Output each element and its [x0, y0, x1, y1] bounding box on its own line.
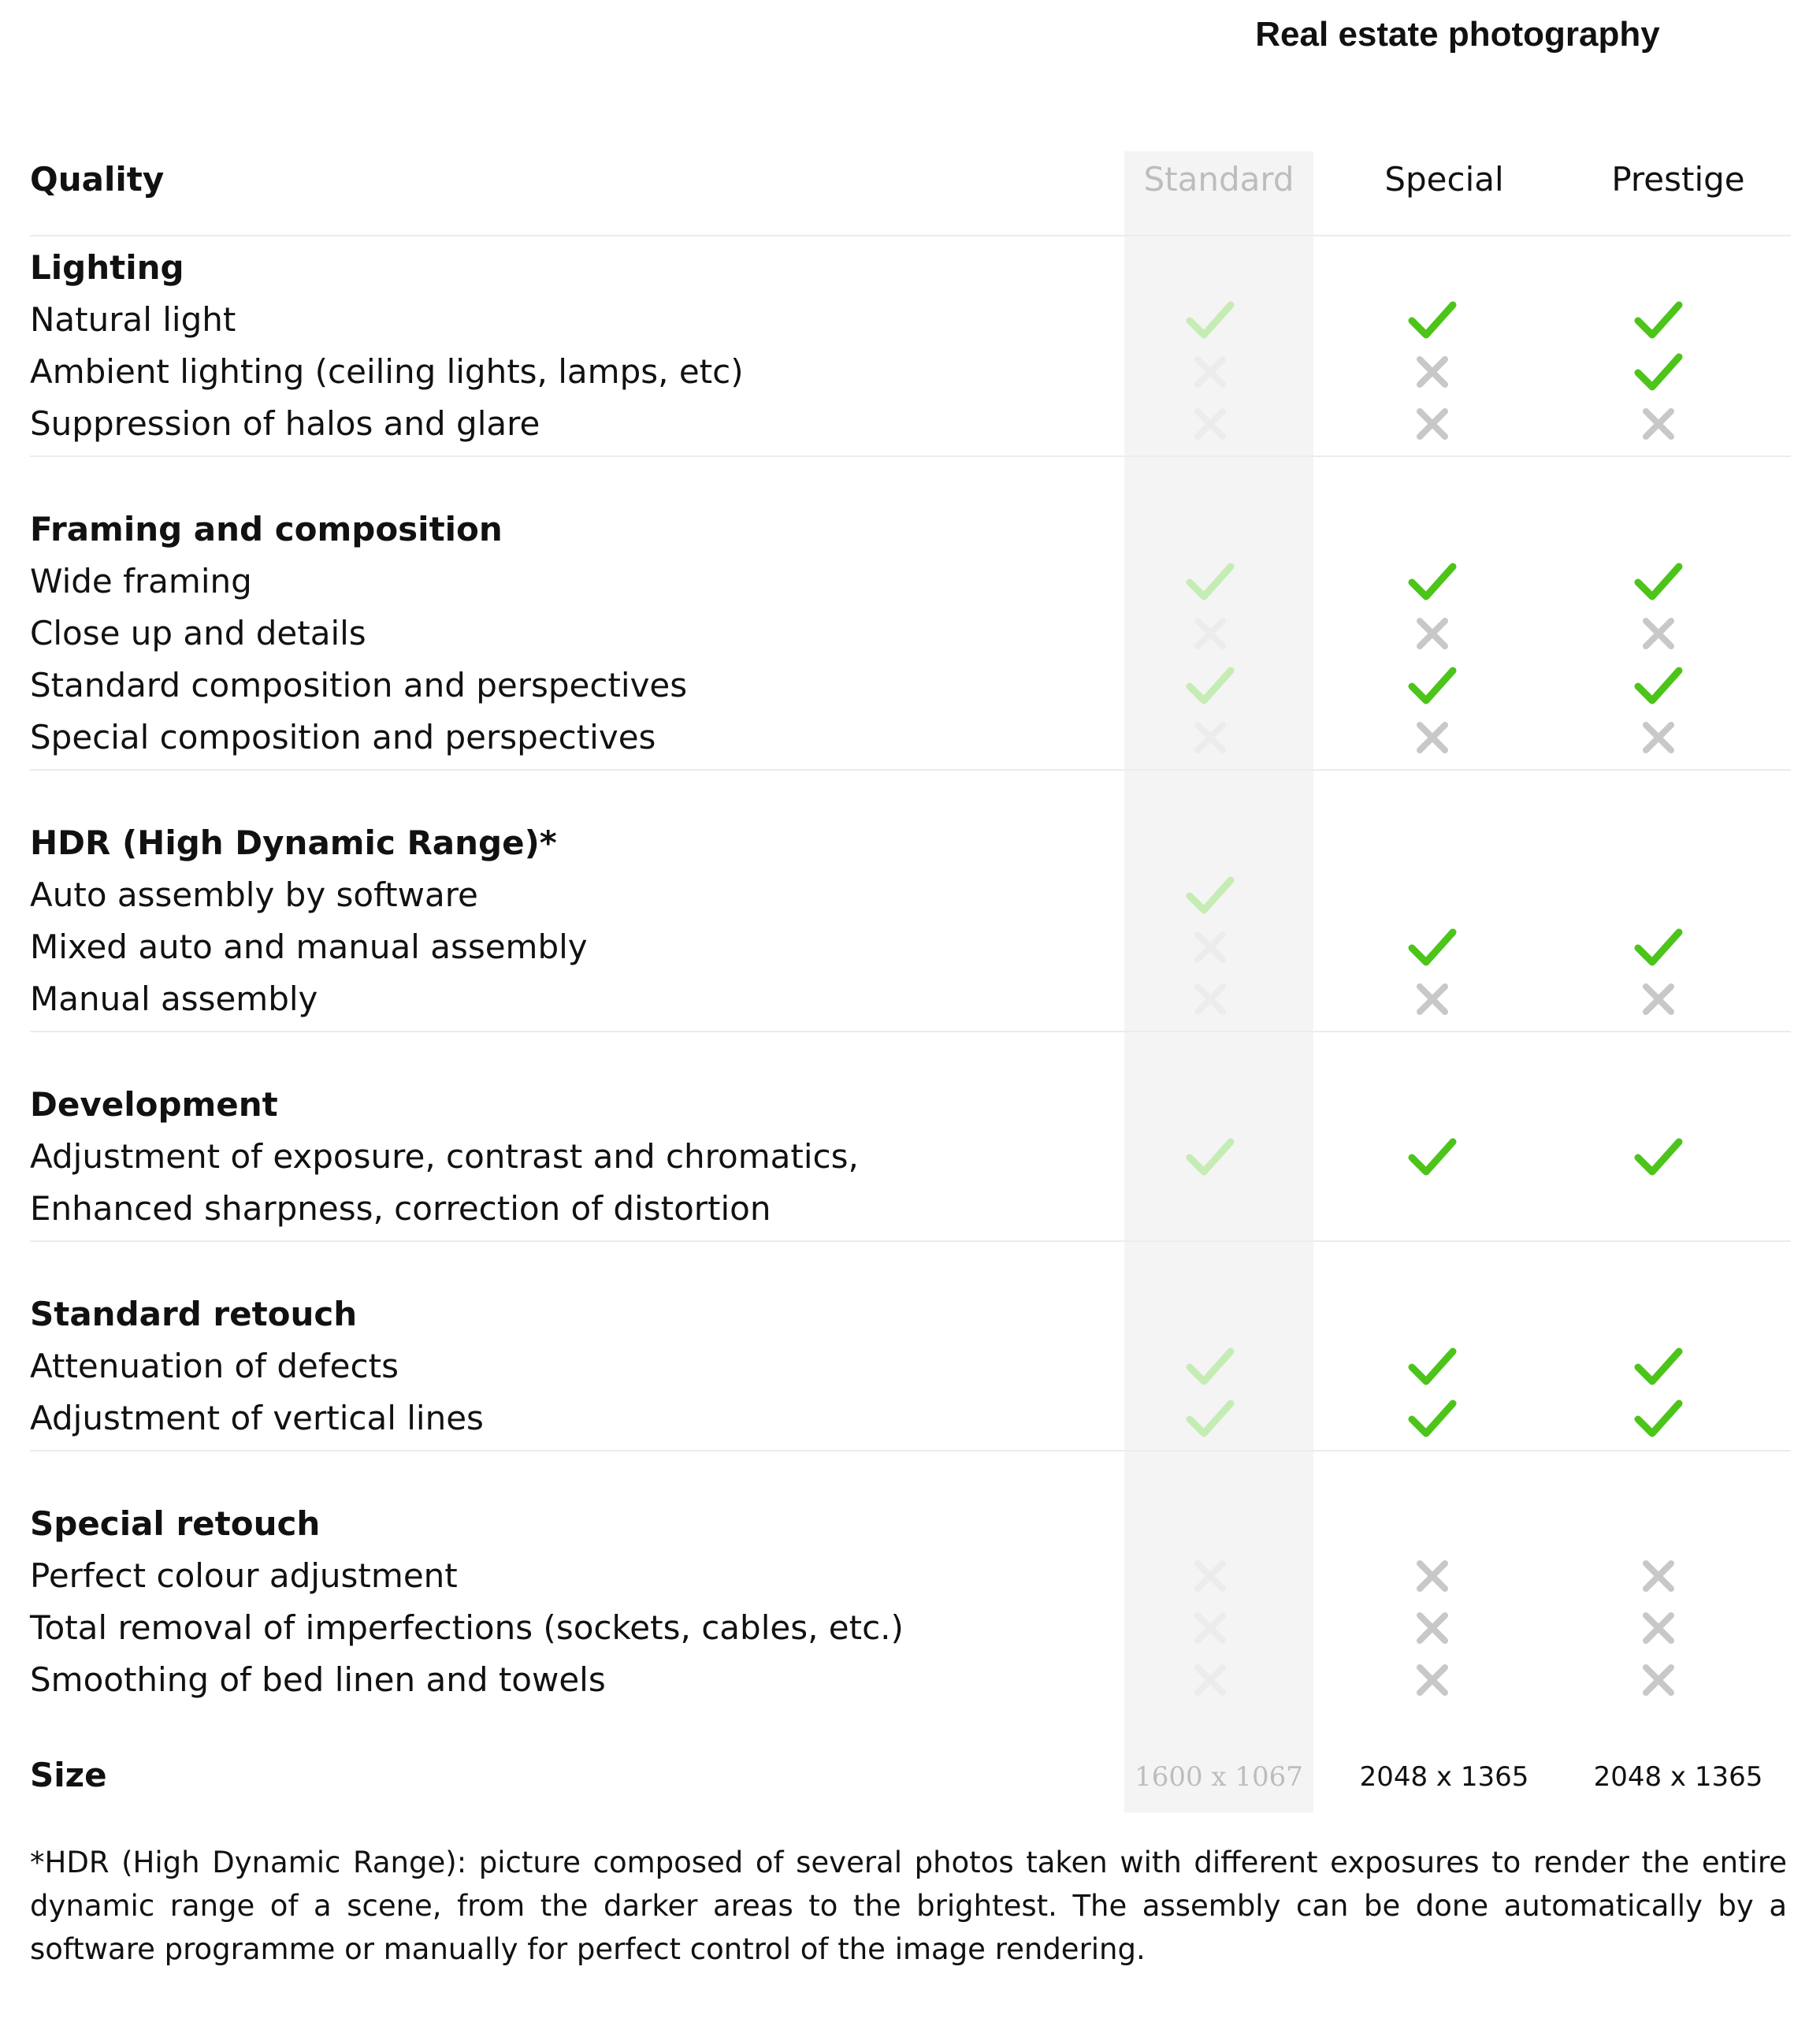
cross-icon-special	[1401, 346, 1464, 398]
section-separator	[30, 1031, 1791, 1032]
check-icon-special	[1401, 921, 1464, 973]
check-icon-standard	[1179, 1392, 1242, 1444]
check-icon-prestige	[1627, 294, 1690, 346]
hdr-footnote: *HDR (High Dynamic Range): picture composed of several photos taken with different exposures to render the entire dynamic range of a scene, from the darker areas to the brightest. The assembly can be done automatically by a software programme or manually for perfect control of the image rendering.	[30, 1846, 1787, 1966]
cross-icon-special	[1401, 1654, 1464, 1706]
check-icon-prestige	[1627, 1340, 1690, 1392]
cross-icon-special	[1401, 973, 1464, 1025]
feature-label: Standard composition and perspectives	[30, 666, 688, 704]
size-value-special: 2048 x 1365	[1359, 1761, 1529, 1793]
feature-label: Special composition and perspectives	[30, 718, 656, 756]
feature-label: Wide framing	[30, 562, 252, 600]
feature-label: Ambient lighting (ceiling lights, lamps, etc)	[30, 352, 744, 391]
check-icon-standard	[1179, 869, 1242, 921]
cross-icon-special	[1401, 608, 1464, 660]
section-title: Standard retouch	[30, 1295, 358, 1333]
page-title: Real estate photography	[1255, 15, 1660, 54]
cross-icon-standard	[1179, 1602, 1242, 1654]
size-value-prestige: 2048 x 1365	[1593, 1761, 1763, 1793]
feature-label: Enhanced sharpness, correction of distortion	[30, 1189, 771, 1228]
feature-label: Smoothing of bed linen and towels	[30, 1660, 606, 1699]
check-icon-standard	[1179, 294, 1242, 346]
feature-label: Natural light	[30, 300, 236, 339]
cross-icon-standard	[1179, 346, 1242, 398]
section-title: Special retouch	[30, 1504, 321, 1543]
cross-icon-prestige	[1627, 973, 1690, 1025]
section-separator	[30, 455, 1791, 457]
column-header-prestige: Prestige	[1611, 160, 1745, 199]
check-icon-prestige	[1627, 921, 1690, 973]
check-icon-special	[1401, 556, 1464, 608]
check-icon-special	[1401, 1131, 1464, 1183]
section-title: Framing and composition	[30, 510, 503, 548]
cross-icon-prestige	[1627, 1654, 1690, 1706]
section-title: HDR (High Dynamic Range)*	[30, 823, 557, 862]
cross-icon-special	[1401, 398, 1464, 450]
cross-icon-standard	[1179, 1550, 1242, 1602]
cross-icon-standard	[1179, 398, 1242, 450]
column-header-standard: Standard	[1143, 160, 1294, 199]
feature-label: Adjustment of exposure, contrast and chromatics,	[30, 1137, 859, 1176]
quality-header: Quality	[30, 160, 165, 199]
cross-icon-standard	[1179, 1654, 1242, 1706]
check-icon-prestige	[1627, 346, 1690, 398]
check-icon-prestige	[1627, 556, 1690, 608]
check-icon-special	[1401, 1392, 1464, 1444]
size-value-standard: 1600 x 1067	[1135, 1761, 1303, 1793]
feature-label: Attenuation of defects	[30, 1347, 399, 1385]
cross-icon-standard	[1179, 921, 1242, 973]
check-icon-standard	[1179, 1131, 1242, 1183]
check-icon-prestige	[1627, 660, 1690, 712]
feature-label: Close up and details	[30, 614, 366, 652]
section-title: Lighting	[30, 248, 184, 287]
column-header-special: Special	[1384, 160, 1504, 199]
feature-label: Total removal of imperfections (sockets, cables, etc.)	[30, 1608, 904, 1647]
cross-icon-special	[1401, 1602, 1464, 1654]
section-separator	[30, 1450, 1791, 1452]
header-separator	[30, 235, 1791, 236]
section-title: Development	[30, 1085, 278, 1124]
check-icon-standard	[1179, 660, 1242, 712]
cross-icon-prestige	[1627, 608, 1690, 660]
cross-icon-special	[1401, 712, 1464, 764]
check-icon-special	[1401, 1340, 1464, 1392]
cross-icon-standard	[1179, 712, 1242, 764]
check-icon-prestige	[1627, 1392, 1690, 1444]
cross-icon-prestige	[1627, 398, 1690, 450]
cross-icon-prestige	[1627, 712, 1690, 764]
check-icon-prestige	[1627, 1131, 1690, 1183]
feature-label: Adjustment of vertical lines	[30, 1399, 484, 1437]
feature-label: Perfect colour adjustment	[30, 1556, 458, 1595]
feature-label: Mixed auto and manual assembly	[30, 927, 588, 966]
check-icon-standard	[1179, 1340, 1242, 1392]
section-separator	[30, 769, 1791, 771]
cross-icon-standard	[1179, 973, 1242, 1025]
feature-label: Manual assembly	[30, 980, 318, 1018]
cross-icon-special	[1401, 1550, 1464, 1602]
check-icon-standard	[1179, 556, 1242, 608]
feature-label: Auto assembly by software	[30, 875, 478, 914]
cross-icon-prestige	[1627, 1550, 1690, 1602]
cross-icon-standard	[1179, 608, 1242, 660]
size-label: Size	[30, 1756, 107, 1794]
check-icon-special	[1401, 660, 1464, 712]
feature-label: Suppression of halos and glare	[30, 404, 540, 443]
section-separator	[30, 1240, 1791, 1242]
cross-icon-prestige	[1627, 1602, 1690, 1654]
check-icon-special	[1401, 294, 1464, 346]
